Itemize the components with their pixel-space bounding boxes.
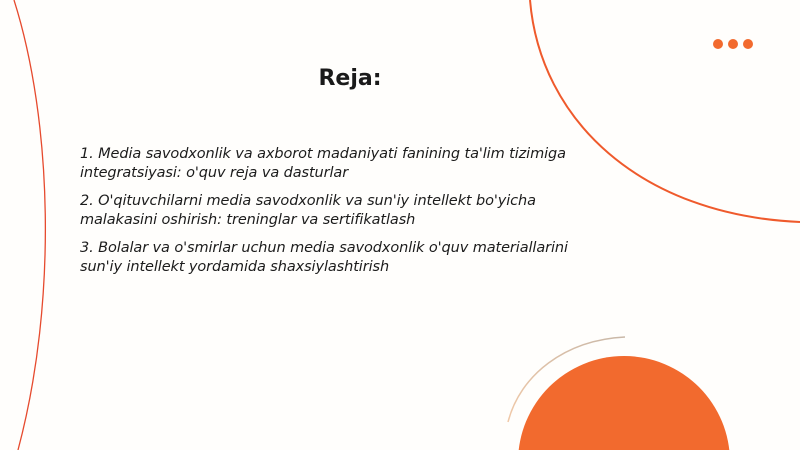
bottom-orange-circle: [518, 356, 730, 450]
agenda-item: 2. O'qituvchilarni media savodxonlik va sun'iy intellekt bo'yicha malakasini oshirish: treninglar va sertifikatlash: [80, 193, 536, 228]
dot: [728, 39, 738, 49]
left-arc: [14, 0, 45, 450]
dot: [743, 39, 753, 49]
more-dots-icon: [713, 39, 753, 49]
agenda-list: [80, 145, 580, 286]
agenda-item: 1. Media savodxonlik va axborot madaniyati fanining ta'lim tizimiga integratsiyasi: o'quv reja va dasturlar: [80, 146, 566, 181]
agenda-item: 3. Bolalar va o'smirlar uchun media savodxonlik o'quv materiallarini sun'iy intellekt yordamida shaxsiylashtirish: [80, 240, 568, 275]
slide-title: Reja:: [318, 66, 382, 91]
dot: [713, 39, 723, 49]
